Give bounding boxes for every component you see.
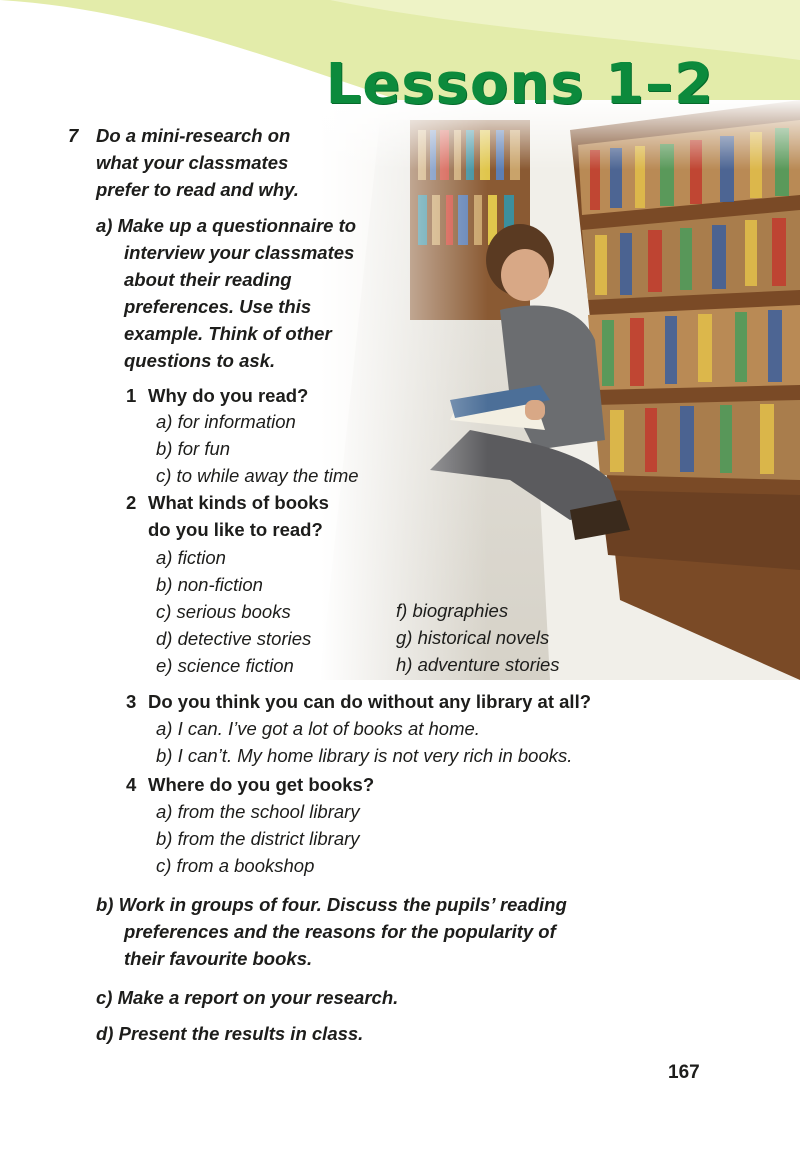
answer-option: f) biographies: [396, 600, 509, 621]
question-number: 3: [126, 691, 137, 712]
answer-option: e) science fiction: [156, 655, 294, 676]
task-a-line: questions to ask.: [124, 350, 276, 371]
question-number: 2: [126, 492, 137, 513]
question-text: Where do you get books?: [148, 774, 375, 795]
answer-option: b) from the district library: [156, 828, 360, 849]
answer-option: b) non-fiction: [156, 574, 263, 595]
answer-option: h) adventure stories: [396, 654, 560, 675]
task-d: d) Present the results in class.: [96, 1023, 364, 1044]
task-c: c) Make a report on your research.: [96, 987, 399, 1008]
task-a-line: about their reading: [124, 269, 292, 290]
question-text: do you like to read?: [148, 519, 323, 540]
task-a-line: a) Make up a questionnaire to: [96, 215, 357, 236]
answer-option: g) historical novels: [396, 627, 550, 648]
task-a-line: example. Think of other: [124, 323, 332, 344]
answer-option: a) fiction: [156, 547, 226, 568]
page-number: 167: [668, 1062, 700, 1083]
question-number: 4: [126, 774, 137, 795]
question-text: What kinds of books: [148, 492, 329, 513]
library-boy-reading-image: [320, 100, 800, 680]
answer-option: a) for information: [156, 411, 296, 432]
answer-option: c) serious books: [156, 601, 291, 622]
exercise-intro-line: prefer to read and why.: [96, 179, 299, 200]
answer-option: a) from the school library: [156, 801, 360, 822]
answer-option: c) from a bookshop: [156, 855, 315, 876]
answer-option: b) for fun: [156, 438, 231, 459]
answer-option: b) I can’t. My home library is not very rich in books.: [156, 745, 573, 766]
task-a-line: interview your classmates: [124, 242, 355, 263]
task-a-line: preferences. Use this: [124, 296, 312, 317]
exercise-number: 7: [68, 125, 79, 146]
answer-option: a) I can. I’ve got a lot of books at home.: [156, 718, 480, 739]
exercise-intro-line: what your classmates: [96, 152, 289, 173]
question-text: Do you think you can do without any library at all?: [148, 691, 592, 712]
answer-option: c) to while away the time: [156, 465, 359, 486]
lesson-title: Lessons 1–2: [325, 52, 714, 117]
task-b-line: b) Work in groups of four. Discuss the pupils’ reading: [96, 894, 567, 915]
question-text: Why do you read?: [148, 385, 309, 406]
task-b-line: their favourite books.: [124, 948, 313, 969]
question-number: 1: [126, 385, 137, 406]
task-b-line: preferences and the reasons for the popularity of: [124, 921, 556, 942]
answer-option: d) detective stories: [156, 628, 312, 649]
exercise-intro-line: Do a mini-research on: [96, 125, 291, 146]
